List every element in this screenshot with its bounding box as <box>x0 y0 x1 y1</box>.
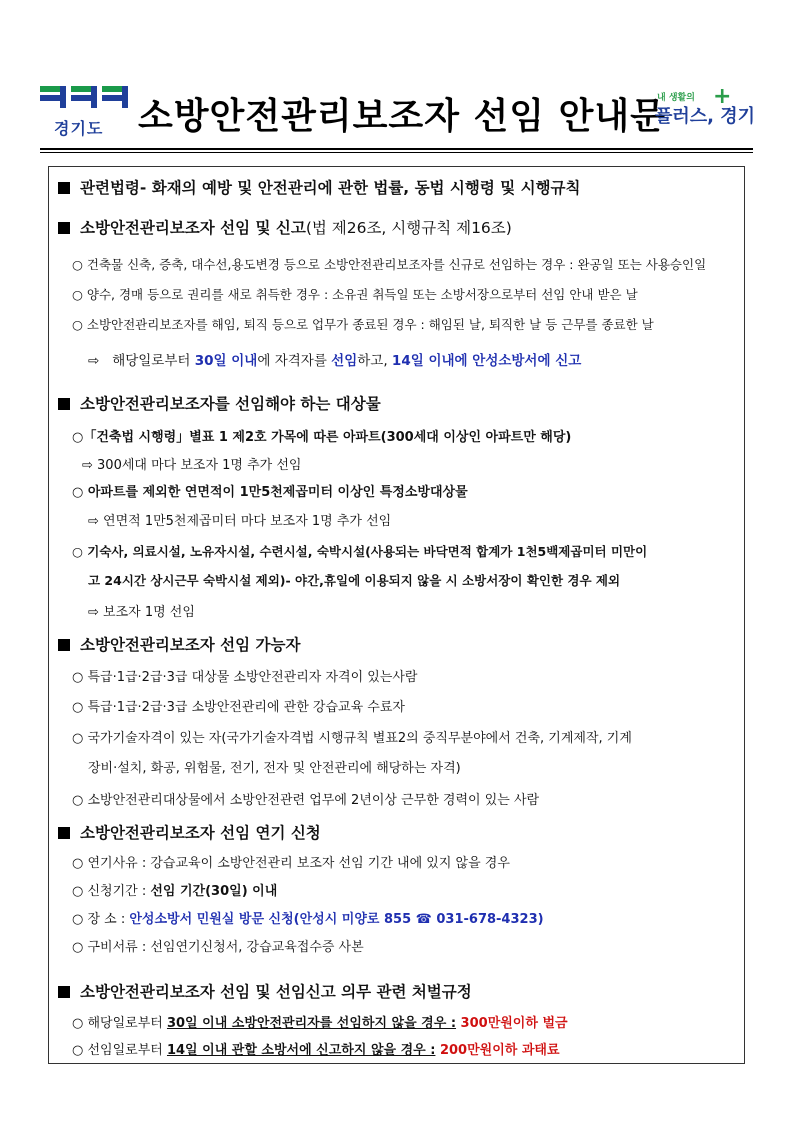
list-item: 고 24시간 상시근무 숙박시설 제외)- 야간,휴일에 이용되지 않을 시 소방서장이 확인한 경우 제외 <box>88 573 621 588</box>
header <box>40 74 756 144</box>
gyeonggi-logo <box>40 86 132 142</box>
section-penalty-title: 소방안전관리보조자 선임 및 선임신고 의무 관련 처벌규정 <box>80 983 472 1001</box>
section-targets-title: 소방안전관리보조자를 선임해야 하는 대상물 <box>80 395 381 413</box>
list-item: ○ 장 소 : 안성소방서 민원실 방문 신청(안성시 미양로 855 ☎ 031-678-4323) <box>72 912 544 927</box>
list-item: ⇨ 연면적 1만5천제곱미터 마다 보조자 1명 추가 선임 <box>88 514 392 529</box>
list-item: ○ 해당일로부터 30일 이내 소방안전관리자를 선임하지 않을 경우 : 300만원이하 벌금 <box>72 1016 568 1031</box>
list-item: ⇨ 300세대 마다 보조자 1명 추가 선임 <box>82 458 302 473</box>
square-bullet-icon <box>58 827 70 839</box>
list-item: ○ 신청기간 : 선임 기간(30일) 이내 <box>72 884 278 899</box>
title-rule-thin <box>40 152 753 153</box>
logo-right-small: 내 생활의 <box>657 93 695 103</box>
section-appointment-title: 소방안전관리보조자 선임 및 신고 <box>80 219 306 237</box>
list-item: ○ 양수, 경매 등으로 권리를 새로 취득한 경우 : 소유권 취득일 또는 소방서장으로부터 선임 안내 받은 날 <box>72 287 638 302</box>
list-item: ○ 구비서류 : 선임연기신청서, 강습교육접수증 사본 <box>72 940 364 955</box>
section-appointment-suffix: (법 제26조, 시행규칙 제16조) <box>305 219 512 237</box>
list-item: ○ 선임일로부터 14일 이내 관할 소방서에 신고하지 않을 경우 : 200만원이하 과태료 <box>72 1043 560 1058</box>
square-bullet-icon <box>58 398 70 410</box>
section-law-title: 관련법령- 화재의 예방 및 안전관리에 관한 법률, 동법 시행령 및 시행규칙 <box>80 179 581 197</box>
list-item: ○ 특급·1급·2급·3급 대상물 소방안전관리자 자격이 있는사람 <box>72 670 418 685</box>
section-postpone <box>58 821 321 843</box>
list-item: 장비·설치, 화공, 위험물, 전기, 전자 및 안전관리에 해당하는 자격) <box>88 761 461 776</box>
list-item: ○ 소방안전관리보조자를 해임, 퇴직 등으로 업무가 종료된 경우 : 해임된 날, 퇴직한 날 등 근무를 종료한 날 <box>72 317 654 332</box>
section-law <box>58 176 581 198</box>
list-item: ○ 연기사유 : 강습교육이 소방안전관리 보조자 선임 기간 내에 있지 않을 경우 <box>72 856 510 871</box>
section-targets <box>58 392 381 414</box>
square-bullet-icon <box>58 222 70 234</box>
square-bullet-icon <box>58 639 70 651</box>
list-item: ○ 아파트를 제외한 연면적이 1만5천제곱미터 이상인 특정소방대상물 <box>72 485 468 500</box>
appointment-note: ⇨ 해당일로부터 30일 이내에 자격자를 선임하고, 14일 이내에 안성소방서에 신고 <box>88 353 582 369</box>
arrow-right-icon: ⇨ <box>88 353 100 369</box>
list-item: ○ 건축물 신축, 증축, 대수선,용도변경 등으로 소방안전관리보조자를 신규로 선임하는 경우 : 완공일 또는 사용승인일 <box>72 257 707 272</box>
square-bullet-icon <box>58 182 70 194</box>
section-appointment <box>58 216 512 238</box>
logo-right-big: 플러스, 경기 <box>655 106 756 127</box>
square-bullet-icon <box>58 986 70 998</box>
list-item: ⇨ 보조자 1명 선임 <box>88 605 195 620</box>
list-item: ○ 기숙사, 의료시설, 노유자시설, 수련시설, 숙박시설(사용되는 바닥면적 합계가 1천5백제곱미터 미만이 <box>72 544 648 559</box>
section-postpone-title: 소방안전관리보조자 선임 연기 신청 <box>80 824 321 842</box>
section-eligible <box>58 633 300 655</box>
list-item: ○ 특급·1급·2급·3급 소방안전관리에 관한 강습교육 수료자 <box>72 700 405 715</box>
title-rule-thick <box>40 148 753 150</box>
page-title: 소방안전관리보조자 선임 안내문 <box>138 96 666 137</box>
logo-left-name: 경기도 <box>54 119 104 138</box>
plus-gyeonggi-logo <box>653 84 756 134</box>
list-item: ○ 국가기술자격이 있는 자(국가기술자격법 시행규칙 별표2의 중직무분야에서 건축, 기계제작, 기계 <box>72 731 632 746</box>
list-item: ○ 소방안전관리대상물에서 소방안전관련 업무에 2년이상 근무한 경력이 있는 사람 <box>72 793 540 808</box>
section-penalty <box>58 980 472 1002</box>
plus-icon: + <box>713 84 732 109</box>
section-eligible-title: 소방안전관리보조자 선임 가능자 <box>80 636 301 654</box>
list-item: ○「건축법 시행령」별표 1 제2호 가목에 따른 아파트(300세대 이상인 아파트만 해당) <box>72 430 572 445</box>
